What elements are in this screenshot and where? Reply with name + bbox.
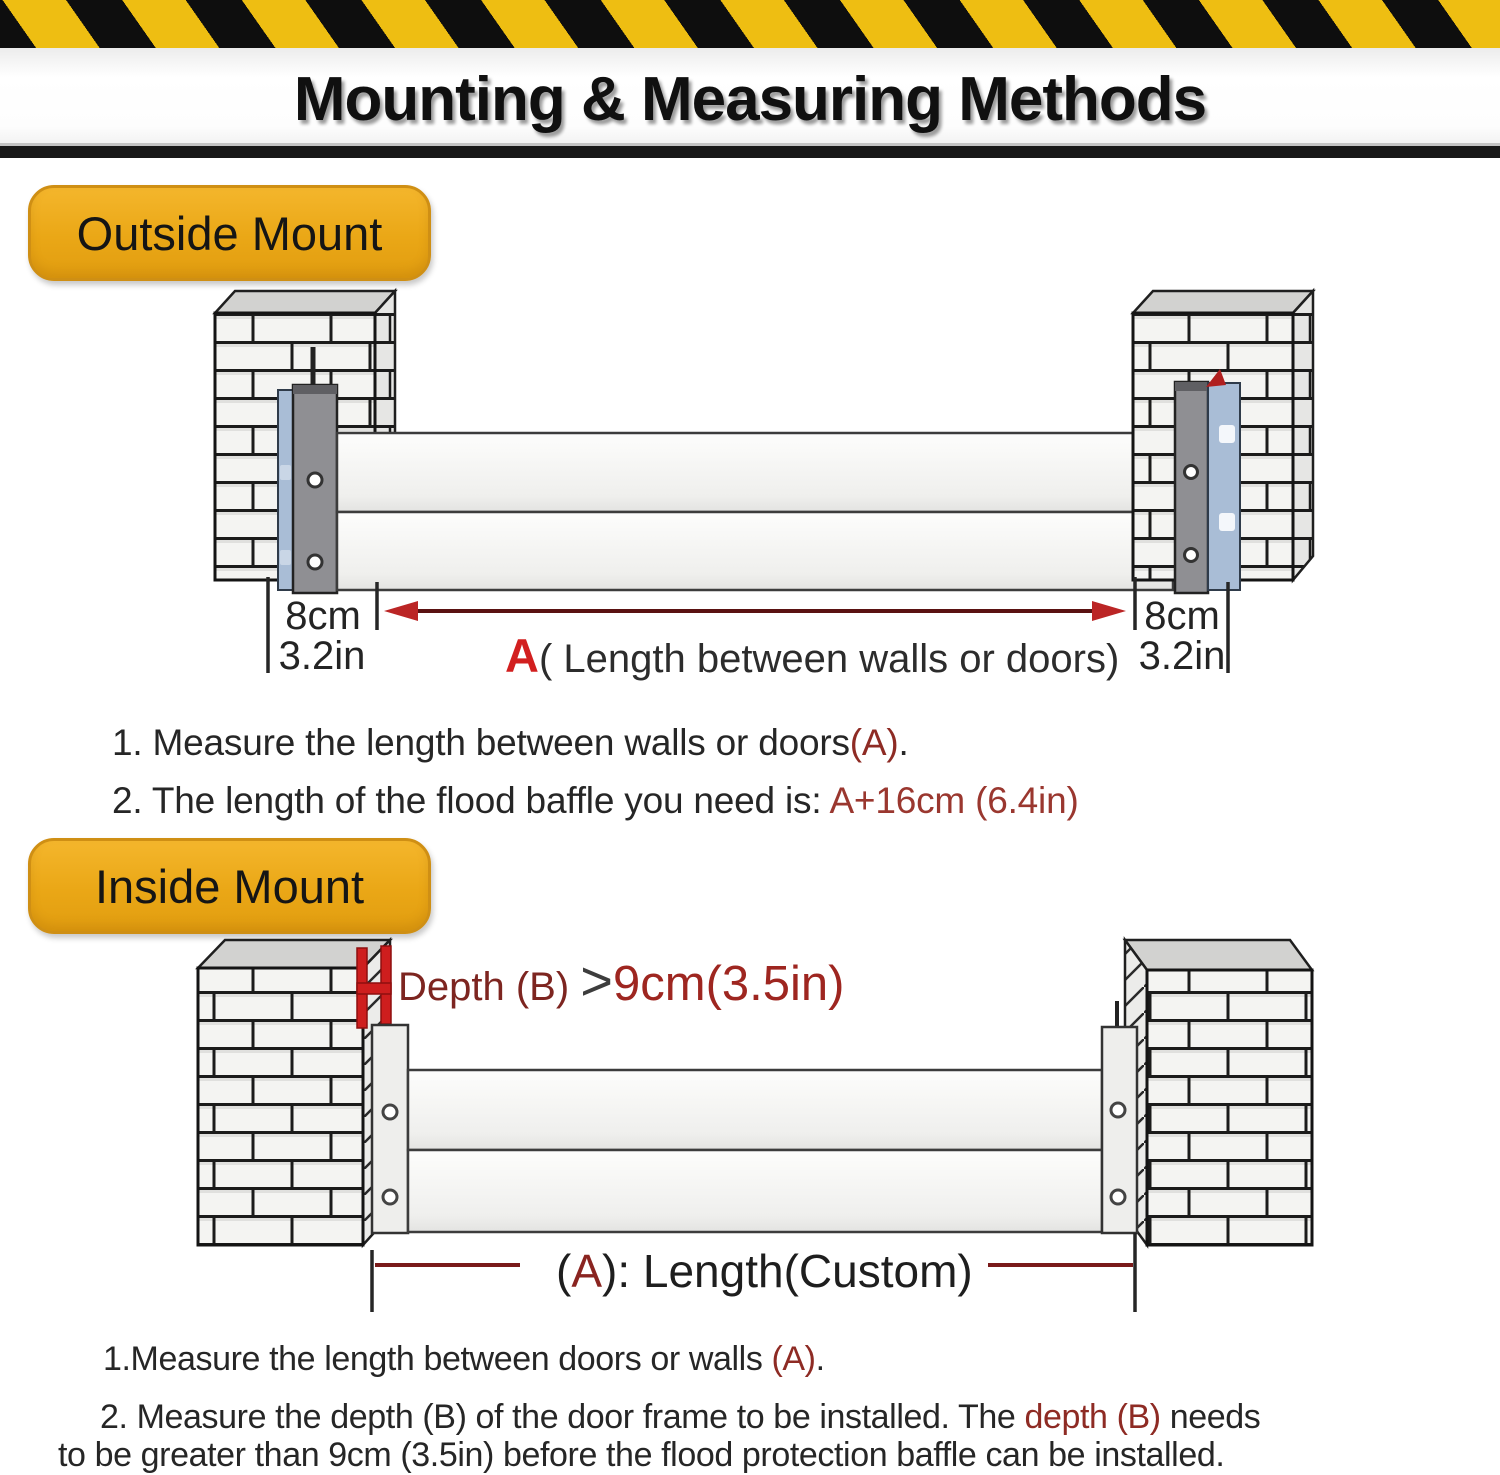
depth-requirement-caption: Depth (B) >9cm(3.5in) [398,949,845,1012]
outside-step-2: 2. The length of the flood baffle you need is: A+16cm (6.4in) [112,780,1079,821]
screw-hole-icon [1111,1190,1125,1204]
length-a-caption: A( Length between walls or doors) [505,629,1120,682]
outside-step-1: 1. Measure the length between walls or doors(A). [112,722,909,763]
right-offset-cm: 8cm [1144,594,1220,638]
screw-hole-icon [383,1190,397,1204]
page-title: Mounting & Measuring Methods [293,65,1207,134]
screw-hole-icon [308,555,322,569]
title-underline [0,146,1500,158]
inside-step-2-cont: to be greater than 9cm (3.5in) before the flood protection baffle can be installed. [58,1436,1225,1474]
screw-hole-icon [1111,1103,1125,1117]
inside-mount-label: Inside Mount [94,859,365,913]
outside-mount-badge [28,185,431,281]
inside-mount-badge [28,838,431,934]
right-pillar [1125,940,1312,1245]
right-offset-in: 3.2in [1138,634,1226,678]
length-custom-caption: (A): Length(Custom) [556,1245,973,1297]
flood-barrier [337,433,1173,590]
left-offset-in: 3.2in [278,634,366,678]
outside-mount-steps [112,722,1079,822]
right-mounting-bracket [1102,1001,1137,1233]
screw-hole-icon [1185,466,1198,479]
arrow-head-icon [1092,601,1126,621]
caution-stripe-banner [0,0,1500,48]
screw-hole-icon [1185,549,1198,562]
flood-barrier [408,1070,1102,1232]
arrow-head-icon [384,601,418,621]
outside-mount-diagram [0,285,1500,685]
screw-hole-icon [383,1105,397,1119]
right-mounting-bracket [1175,369,1240,593]
length-a-symbol: A [505,629,539,682]
left-mounting-bracket [372,1025,408,1233]
outside-mount-label: Outside Mount [76,206,383,260]
inside-step-1: 1.Measure the length between doors or walls (A). [103,1340,825,1378]
screw-hole-icon [308,473,322,487]
inside-step-2: 2. Measure the depth (B) of the door frame to be installed. The depth (B) needs [100,1398,1261,1436]
left-offset-cm: 8cm [285,594,361,638]
